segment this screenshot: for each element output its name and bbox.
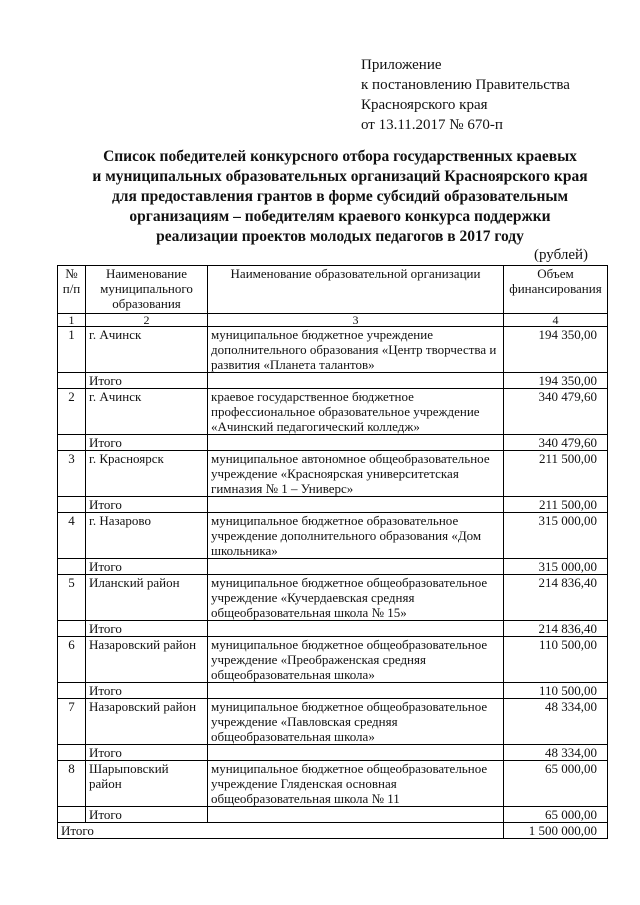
organization-cell: муниципальное бюджетное учреждение дополнительного образования «Центр творчества и развития «Планета талантов»	[208, 327, 504, 373]
subtotal-label: Итого	[86, 807, 208, 823]
row-number: 7	[58, 699, 86, 745]
subtotal-label: Итого	[86, 559, 208, 575]
amount-cell: 214 836,40	[504, 575, 608, 621]
row-number: 3	[58, 451, 86, 497]
organization-cell: муниципальное бюджетное общеобразовательное учреждение Гляденская основная общеобразовательная школа № 11	[208, 761, 504, 807]
municipality-cell: Иланский район	[86, 575, 208, 621]
subtotal-label: Итого	[86, 621, 208, 637]
annex-block	[361, 55, 570, 135]
table-row	[58, 761, 608, 807]
winners-table	[57, 265, 608, 839]
amount-cell: 315 000,00	[504, 513, 608, 559]
subtotal-row	[58, 621, 608, 637]
empty-cell	[58, 807, 86, 823]
subtotal-row	[58, 745, 608, 761]
column-number: 4	[504, 314, 608, 327]
organization-cell: краевое государственное бюджетное профессиональное образовательное учреждение «Ачинский педагогический колледж»	[208, 389, 504, 435]
title-line: реализации проектов молодых педагогов в 2017 году	[156, 228, 524, 245]
title-line: и муниципальных образовательных организаций Красноярского края	[92, 168, 588, 185]
empty-cell	[58, 683, 86, 699]
grand-total-row	[58, 823, 608, 839]
amount-cell: 48 334,00	[504, 699, 608, 745]
empty-cell	[208, 621, 504, 637]
annex-line: от 13.11.2017 № 670-п	[361, 117, 503, 133]
municipality-cell: г. Назарово	[86, 513, 208, 559]
row-number: 2	[58, 389, 86, 435]
municipality-cell: Шарыповский район	[86, 761, 208, 807]
header-municipality: Наименование муниципального образования	[86, 266, 208, 314]
municipality-cell: Назаровский район	[86, 699, 208, 745]
subtotal-row	[58, 559, 608, 575]
empty-cell	[208, 435, 504, 451]
amount-cell: 194 350,00	[504, 327, 608, 373]
subtotal-amount: 194 350,00	[504, 373, 608, 389]
column-number: 3	[208, 314, 504, 327]
subtotal-amount: 214 836,40	[504, 621, 608, 637]
empty-cell	[208, 683, 504, 699]
subtotal-label: Итого	[86, 683, 208, 699]
subtotal-row	[58, 373, 608, 389]
empty-cell	[58, 373, 86, 389]
subtotal-row	[58, 683, 608, 699]
table-row	[58, 637, 608, 683]
empty-cell	[208, 373, 504, 389]
municipality-cell: г. Ачинск	[86, 327, 208, 373]
subtotal-amount: 65 000,00	[504, 807, 608, 823]
amount-cell: 110 500,00	[504, 637, 608, 683]
column-number: 2	[86, 314, 208, 327]
grand-total-amount: 1 500 000,00	[504, 823, 608, 839]
empty-cell	[208, 807, 504, 823]
table-row	[58, 575, 608, 621]
empty-cell	[58, 621, 86, 637]
municipality-cell: Назаровский район	[86, 637, 208, 683]
subtotal-amount: 48 334,00	[504, 745, 608, 761]
empty-cell	[58, 559, 86, 575]
header-amount: Объем финансирования	[504, 266, 608, 314]
document-title	[40, 147, 640, 247]
organization-cell: муниципальное бюджетное образовательное учреждение дополнительного образования «Дом школьника»	[208, 513, 504, 559]
column-number-row	[58, 314, 608, 327]
column-number: 1	[58, 314, 86, 327]
organization-cell: муниципальное бюджетное общеобразовательное учреждение «Павловская средняя общеобразовательная школа»	[208, 699, 504, 745]
subtotal-row	[58, 497, 608, 513]
municipality-cell: г. Красноярск	[86, 451, 208, 497]
empty-cell	[58, 497, 86, 513]
table-row	[58, 389, 608, 435]
amount-cell: 340 479,60	[504, 389, 608, 435]
table-row	[58, 327, 608, 373]
table-row	[58, 513, 608, 559]
annex-line: Красноярского края	[361, 97, 488, 113]
row-number: 5	[58, 575, 86, 621]
subtotal-label: Итого	[86, 497, 208, 513]
annex-line: Приложение	[361, 57, 442, 73]
subtotal-amount: 211 500,00	[504, 497, 608, 513]
subtotal-label: Итого	[86, 435, 208, 451]
subtotal-row	[58, 435, 608, 451]
organization-cell: муниципальное бюджетное общеобразовательное учреждение «Преображенская средняя общеобразовательная школа»	[208, 637, 504, 683]
empty-cell	[58, 435, 86, 451]
empty-cell	[208, 559, 504, 575]
subtotal-label: Итого	[86, 373, 208, 389]
subtotal-amount: 340 479,60	[504, 435, 608, 451]
annex-line: к постановлению Правительства	[361, 77, 570, 93]
header-row	[58, 266, 608, 314]
subtotal-amount: 315 000,00	[504, 559, 608, 575]
row-number: 8	[58, 761, 86, 807]
table-row	[58, 699, 608, 745]
row-number: 4	[58, 513, 86, 559]
subtotal-row	[58, 807, 608, 823]
amount-cell: 65 000,00	[504, 761, 608, 807]
municipality-cell: г. Ачинск	[86, 389, 208, 435]
row-number: 1	[58, 327, 86, 373]
empty-cell	[208, 497, 504, 513]
table-row	[58, 451, 608, 497]
empty-cell	[208, 745, 504, 761]
header-organization: Наименование образовательной организации	[208, 266, 504, 314]
title-line: для предоставления грантов в форме субсидий образовательным	[111, 188, 569, 205]
title-line: организациям – победителям краевого конкурса поддержки	[129, 208, 551, 225]
title-line: Список победителей конкурсного отбора государственных краевых	[103, 148, 577, 165]
organization-cell: муниципальное бюджетное общеобразовательное учреждение «Кучердаевская средняя общеобразовательная школа № 15»	[208, 575, 504, 621]
subtotal-label: Итого	[86, 745, 208, 761]
header-number: № п/п	[58, 266, 86, 314]
amount-cell: 211 500,00	[504, 451, 608, 497]
unit-label: (рублей)	[534, 247, 589, 263]
subtotal-amount: 110 500,00	[504, 683, 608, 699]
organization-cell: муниципальное автономное общеобразовательное учреждение «Красноярская университетская гимназия № 1 – Универс»	[208, 451, 504, 497]
row-number: 6	[58, 637, 86, 683]
grand-total-label: Итого	[58, 823, 504, 839]
empty-cell	[58, 745, 86, 761]
